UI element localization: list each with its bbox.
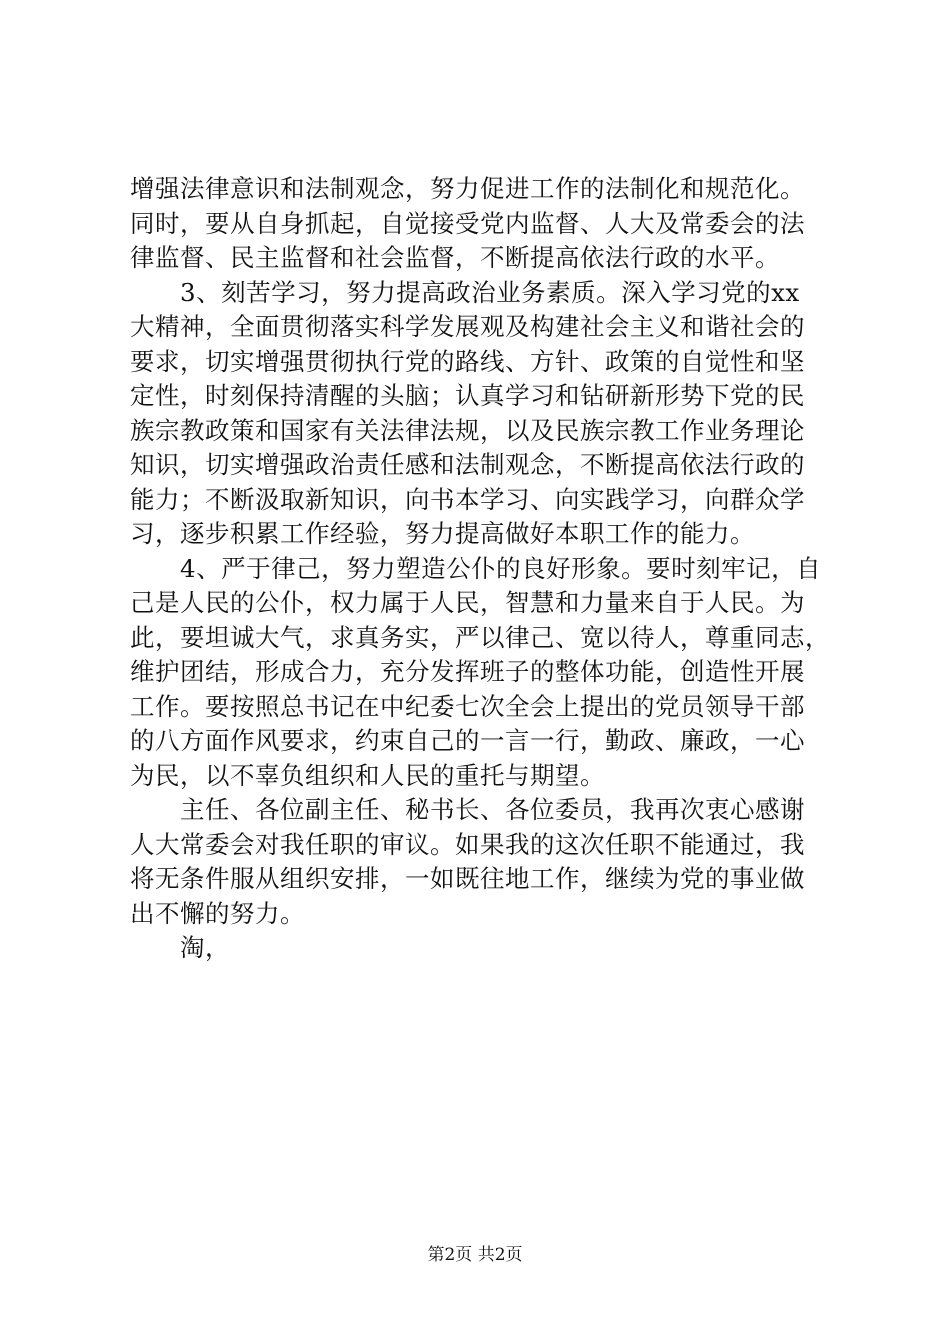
text-line: 将无条件服从组织安排，一如既往地工作，继续为党的事业做: [130, 864, 805, 893]
text-line: 要求，切实增强贯彻执行党的路线、方针、政策的自觉性和坚: [130, 346, 805, 376]
text-line: 大精神，全面贯彻落实科学发展观及构建社会主义和谐社会的: [130, 312, 805, 341]
text-line: 定性，时刻保持清醒的头脑；认真学习和钻研新形势下党的民: [130, 381, 805, 410]
paragraph-3-start: 3、刻苦学习，努力提高政治业务素质。深入学习党的xx: [180, 277, 800, 307]
text-line: 增强法律意识和法制观念，努力促进工作的法制化和规范化。: [130, 174, 805, 203]
text-line: 此，要坦诚大气，求真务实，严以律己、宽以待人，尊重同志，: [130, 622, 830, 652]
text-line: 同时，要从自身抓起，自觉接受党内监督、人大及常委会的法: [130, 208, 805, 238]
text-line: 己是人民的公仆，权力属于人民，智慧和力量来自于人民。为: [130, 588, 805, 617]
text-line: 出不懈的努力。: [130, 898, 305, 928]
text-line: 维护团结，形成合力，充分发挥班子的整体功能，创造性开展: [130, 657, 805, 686]
text-line: 习，逐步积累工作经验，努力提高做好本职工作的能力。: [130, 519, 755, 548]
closing-paragraph-start: 主任、各位副主任、秘书长、各位委员，我再次衷心感谢: [180, 795, 805, 824]
text-line: 律监督、民主监督和社会监督，不断提高依法行政的水平。: [130, 243, 780, 272]
text-line: 为民，以不辜负组织和人民的重托与期望。: [130, 760, 605, 790]
document-body: [130, 172, 830, 966]
text-line: 人大常委会对我任职的审议。如果我的这次任职不能通过，我: [130, 829, 805, 859]
text-line: 能力；不断汲取新知识，向书本学习、向实践学习，向群众学: [130, 484, 805, 514]
text-line: 知识，切实增强政治责任感和法制观念，不断提高依法行政的: [130, 450, 805, 479]
final-line: 淘，: [180, 933, 230, 962]
text-line: 的八方面作风要求，约束自己的一言一行，勤政、廉政，一心: [130, 726, 805, 755]
text-line: 族宗教政策和国家有关法律法规，以及民族宗教工作业务理论: [130, 415, 805, 445]
paragraph-4-start: 4、严于律己，努力塑造公仆的良好形象。要时刻牢记，自: [180, 553, 822, 583]
text-line: 工作。要按照总书记在中纪委七次全会上提出的党员领导干部: [130, 691, 805, 721]
page-number-footer: 第2页 共2页: [427, 1245, 523, 1265]
